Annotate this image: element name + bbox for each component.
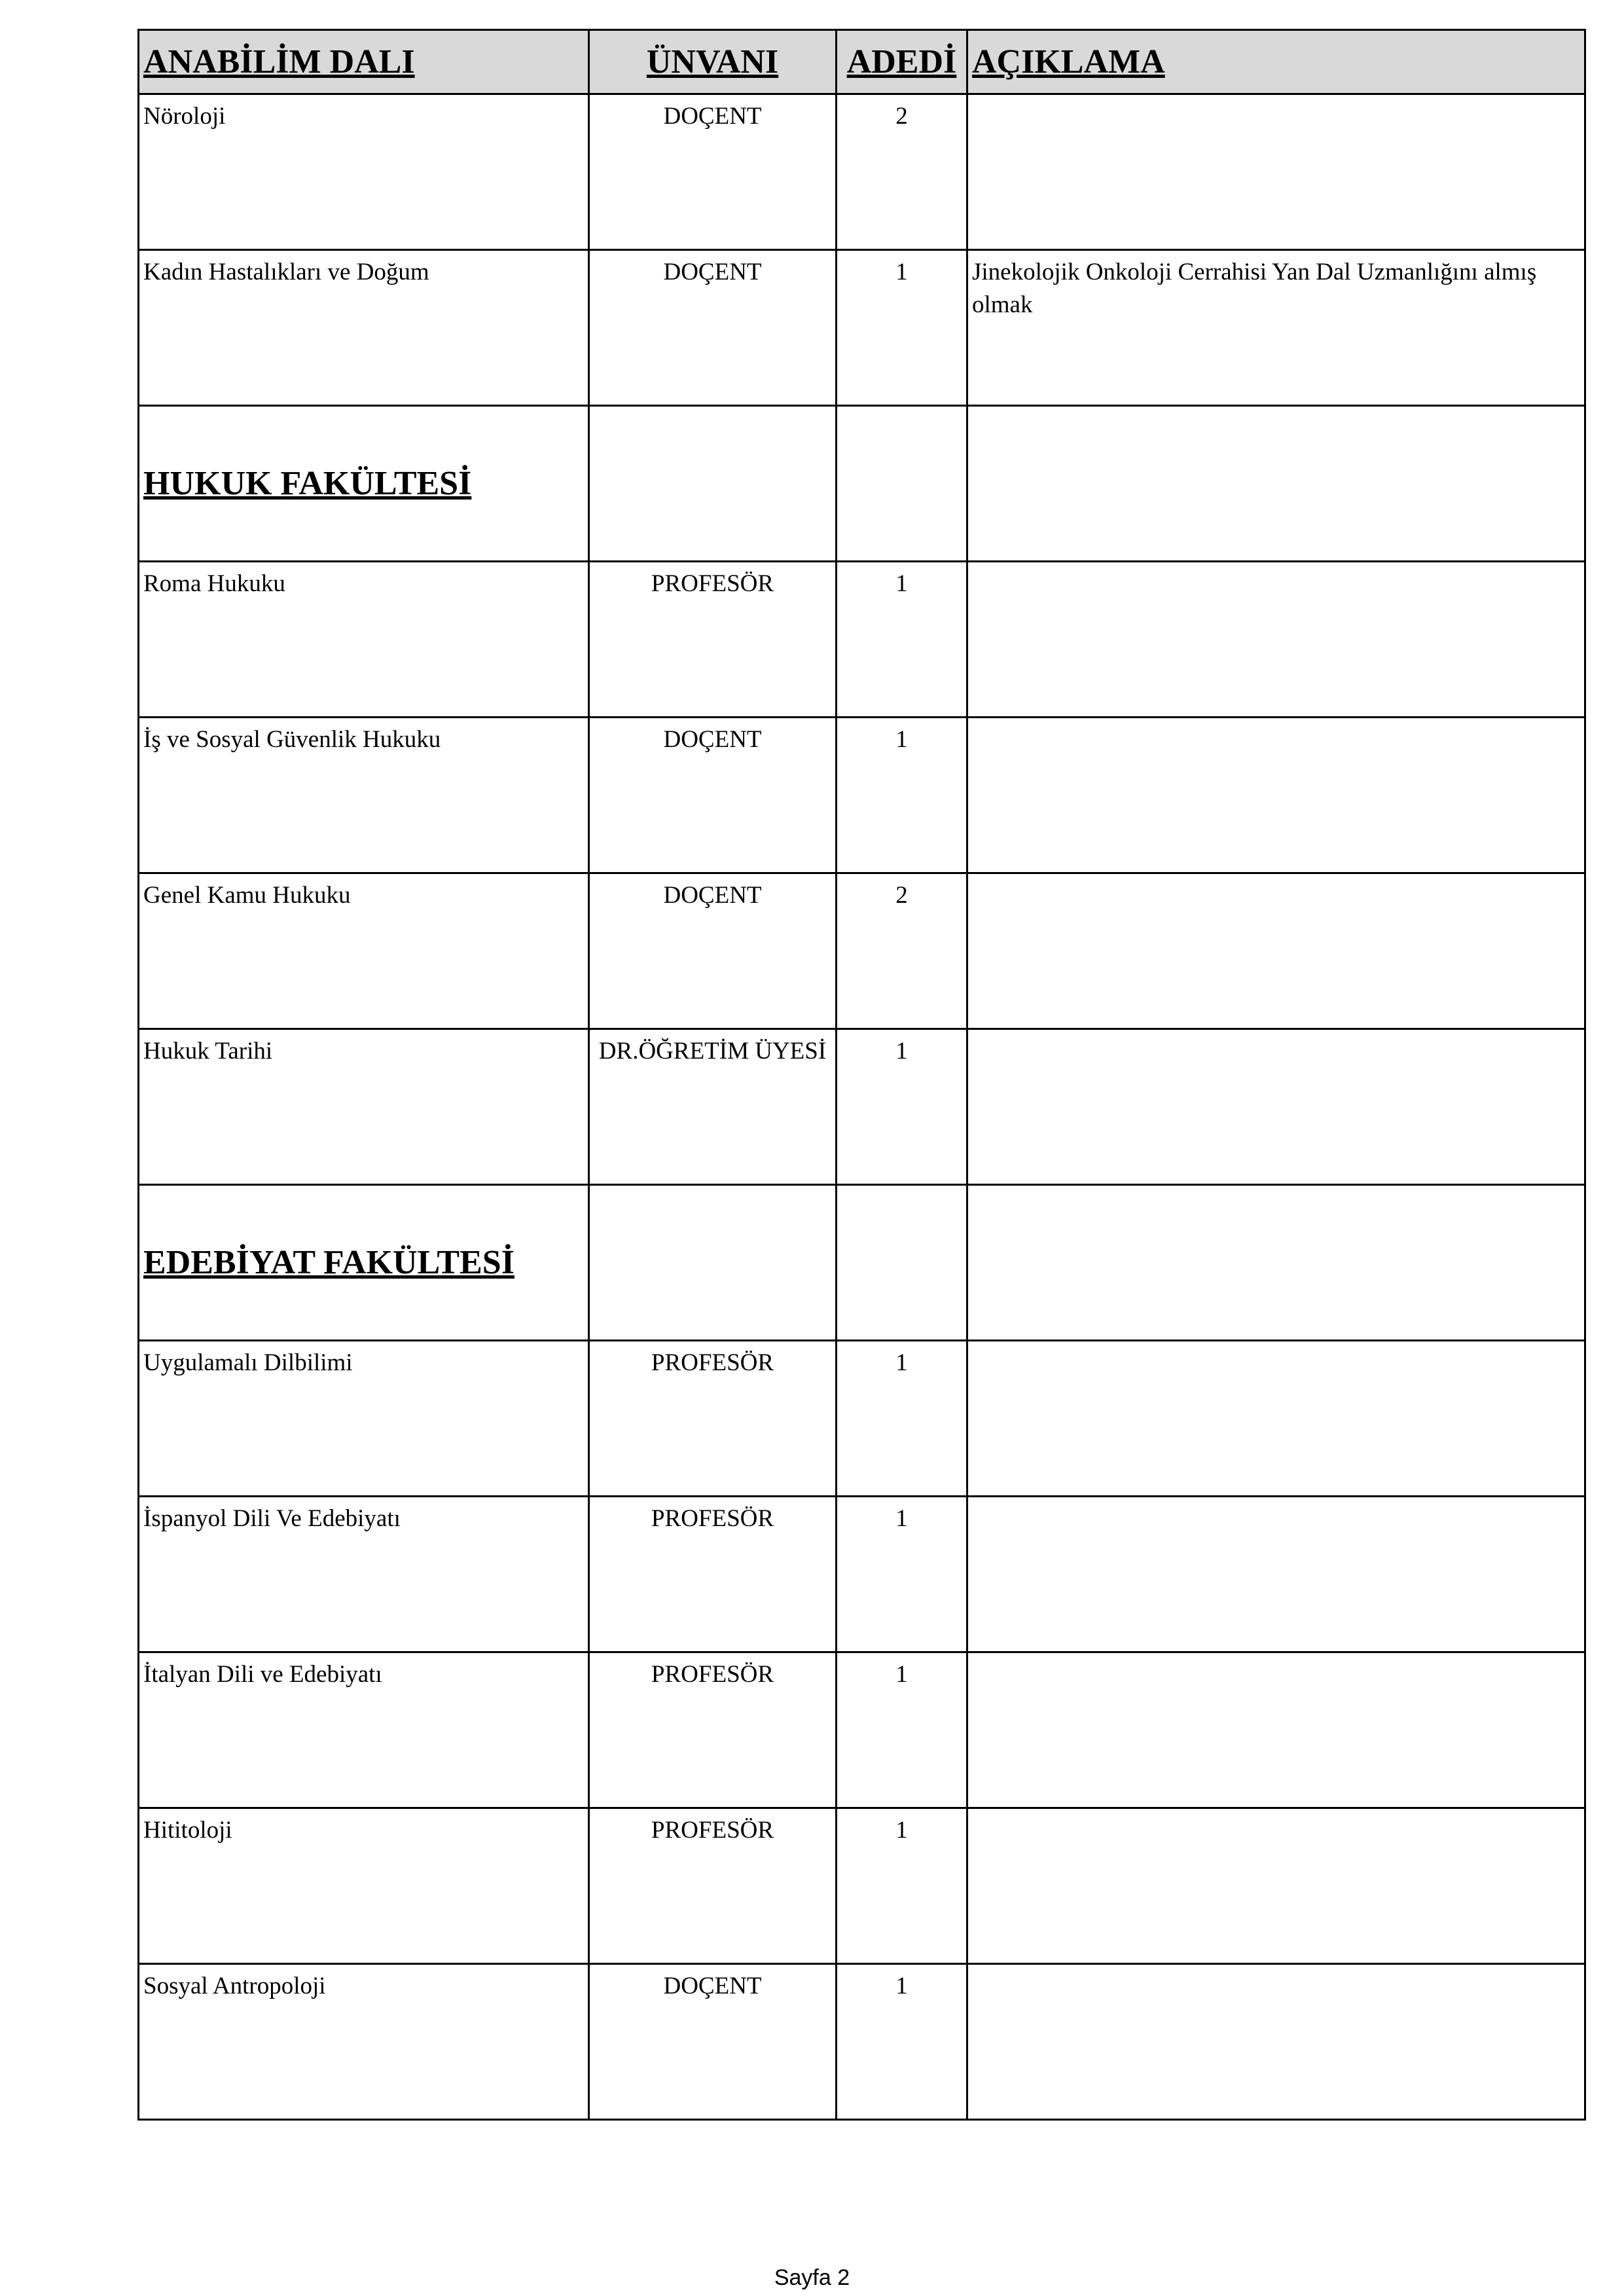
table-row [139,562,1585,718]
cell-title: DOÇENT [589,94,837,250]
cell-department: Sosyal Antropoloji [139,1964,589,2120]
cell-count: 1 [837,1652,967,1808]
cell-description [967,1652,1585,1808]
cell-title: DOÇENT [589,718,837,873]
table-row [139,1497,1585,1652]
cell-count: 1 [837,562,967,718]
section-title: EDEBİYAT FAKÜLTESİ [139,1185,589,1341]
cell-count: 1 [837,250,967,406]
cell-description: Jinekolojik Onkoloji Cerrahisi Yan Dal Uzmanlığını almış olmak [967,250,1585,406]
cell-department: Uygulamalı Dilbilimi [139,1341,589,1497]
cell-title: PROFESÖR [589,1808,837,1964]
cell-count: 1 [837,1029,967,1185]
cell-department: Hititoloji [139,1808,589,1964]
cell-title: PROFESÖR [589,1341,837,1497]
cell-department: İtalyan Dili ve Edebiyatı [139,1652,589,1808]
cell-title: DOÇENT [589,250,837,406]
cell-count: 1 [837,1808,967,1964]
page-number: Sayfa 2 [774,2265,850,2290]
table-row [139,718,1585,873]
cell-title: PROFESÖR [589,1652,837,1808]
header-department: ANABİLİM DALI [139,30,589,94]
cell-description [967,406,1585,562]
table-body [139,94,1585,2120]
cell-description [967,1185,1585,1341]
cell-department: Hukuk Tarihi [139,1029,589,1185]
cell-count: 2 [837,94,967,250]
table-row [139,1029,1585,1185]
section-header-row [139,1185,1585,1341]
cell-count: 1 [837,1341,967,1497]
section-title: HUKUK FAKÜLTESİ [139,406,589,562]
cell-count: 1 [837,1497,967,1652]
cell-department: Kadın Hastalıkları ve Doğum [139,250,589,406]
cell-title: DOÇENT [589,873,837,1029]
cell-title: DOÇENT [589,1964,837,2120]
cell-description [967,1964,1585,2120]
table-row [139,94,1585,250]
cell-count [837,1185,967,1341]
table-row [139,873,1585,1029]
cell-department: Roma Hukuku [139,562,589,718]
faculty-positions-table [137,29,1586,2121]
cell-department: İspanyol Dili Ve Edebiyatı [139,1497,589,1652]
cell-description [967,1808,1585,1964]
table-row [139,1964,1585,2120]
table-row [139,1341,1585,1497]
cell-count: 2 [837,873,967,1029]
cell-description [967,873,1585,1029]
cell-title: DR.ÖĞRETİM ÜYESİ [589,1029,837,1185]
cell-count [837,406,967,562]
cell-description [967,1029,1585,1185]
table-row [139,250,1585,406]
cell-title: PROFESÖR [589,562,837,718]
table-row [139,1808,1585,1964]
cell-description [967,1497,1585,1652]
cell-title: PROFESÖR [589,1497,837,1652]
header-title: ÜNVANI [589,30,837,94]
cell-description [967,1341,1585,1497]
section-header-row [139,406,1585,562]
header-count: ADEDİ [837,30,967,94]
cell-count: 1 [837,718,967,873]
header-description: AÇIKLAMA [967,30,1585,94]
cell-description [967,718,1585,873]
cell-count: 1 [837,1964,967,2120]
cell-description [967,562,1585,718]
cell-title [589,1185,837,1341]
table-header-row [139,30,1585,94]
table-row [139,1652,1585,1808]
cell-department: İş ve Sosyal Güvenlik Hukuku [139,718,589,873]
cell-title [589,406,837,562]
cell-department: Genel Kamu Hukuku [139,873,589,1029]
cell-description [967,94,1585,250]
cell-department: Nöroloji [139,94,589,250]
